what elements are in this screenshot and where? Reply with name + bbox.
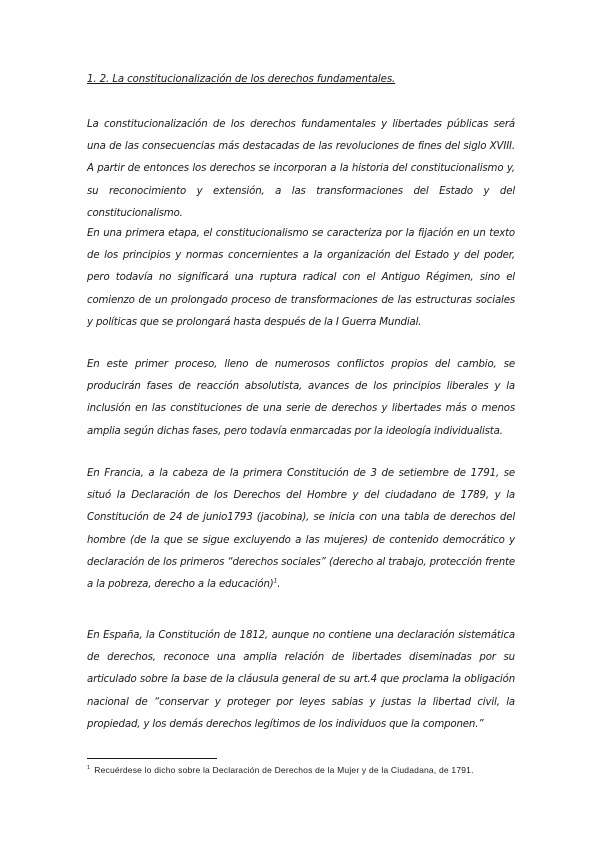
- footnote-text: Recuérdese lo dicho sobre la Declaración de Derechos de la Mujer y de la Ciudadana, de 1791.: [94, 765, 474, 775]
- footnote-reference[interactable]: 1: [273, 577, 278, 585]
- footnote-separator: [87, 758, 217, 759]
- footnote: [87, 764, 527, 776]
- paragraph-3: En este primer proceso, lleno de numerosos conflictos propios del cambio, se producirán fases de reacción absolutista, avances de los principios liberales y la inclusión en las constituciones de una serie de derechos y libertades más o menos amplia según dichas fases, pero todavía enmarcadas por la ideología individualista.: [87, 359, 515, 437]
- paragraph-4-end: .: [277, 579, 281, 591]
- paragraph-2: En una primera etapa, el constitucionalismo se caracteriza por la fijación en un texto de los principios y normas concernientes a la organización del Estado y del poder, pero todavía no significará una ruptura radical con el Antiguo Régimen, sino el comienzo de un prolongado proceso de transformaciones de las estructuras sociales y políticas que se prolongará hasta después de la I Guerra Mundial.: [87, 228, 515, 328]
- paragraph-5: [87, 625, 515, 736]
- paragraph-4-text: En Francia, a la cabeza de la primera Constitución de 3 de setiembre de 1791, se situó la Declaración de los Derechos del Hombre y del ciudadano de 1789, y la Constitución de 24 de junio1793 (jacobina), se inicia con una tabla de derechos del hombre (de la que se sigue excluyendo a las mujeres) de contenido democrático y declaración de los primeros “derechos sociales” (derecho al trabajo, protección frente a la pobreza, derecho a la educación): [87, 468, 515, 591]
- paragraph-4: [87, 463, 515, 596]
- footnote-number: 1: [87, 765, 91, 772]
- paragraph-5-quote: “conservar y proteger por leyes sabias y justas la libertad civil, la propiedad, y los demás derechos legítimos de los individuos que la componen.”: [87, 696, 515, 730]
- paragraph-1: La constitucionalización de los derechos fundamentales y libertades públicas será una de las consecuencias más destacadas de las revoluciones de fines del siglo XVIII. A partir de entonces los derechos se incorporan a la historia del constitucionalismo y, su reconocimiento y extensión, a las transformaciones del Estado y del constitucionalismo.: [87, 119, 515, 219]
- section-heading: 1. 2. La constitucionalización de los derechos fundamentales.: [87, 74, 396, 85]
- paragraph-5-text: En España, la Constitución de 1812, aunque no contiene una declaración sistemática de derechos, reconoce una amplia relación de libertades diseminadas por su articulado sobre la base de la cláusula general de su art.4 que proclama la obligación nacional de: [87, 630, 515, 708]
